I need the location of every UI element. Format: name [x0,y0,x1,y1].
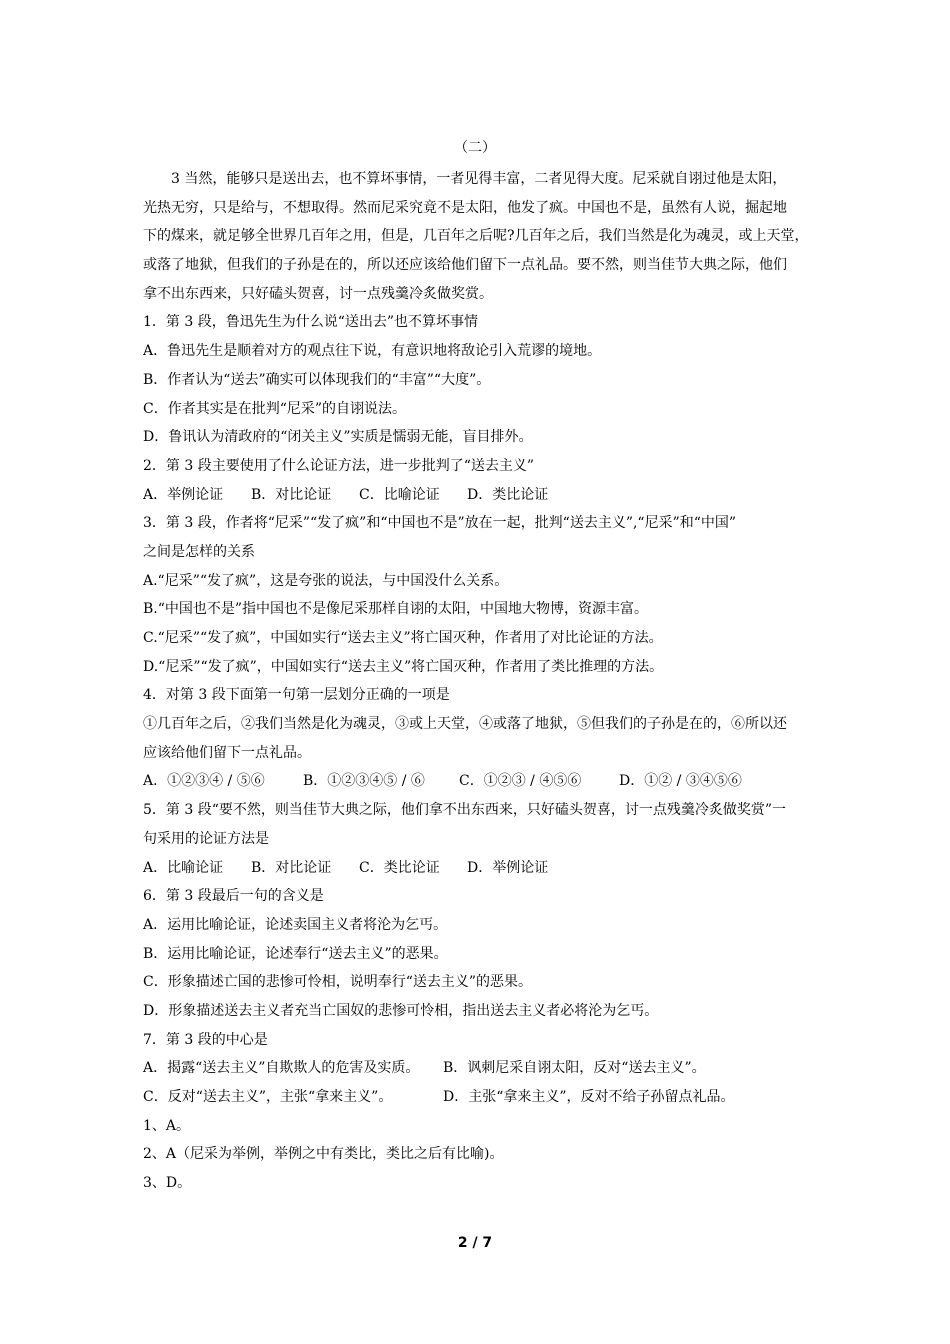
options-row [143,1083,818,1112]
option-c: C．形象描述亡国的悲惨可怜相，说明奉行“送去主义”的恶果。 [143,974,533,991]
question-stem-continued: 之间是怎样的关系 [143,543,255,560]
quoted-sentence: ①几百年之后，②我们当然是化为魂灵，③或上天堂，④或落了地狱，⑤但我们的子孙是在的，⑥所以还 [143,716,787,733]
option-a: A．比喻论证 [143,859,224,876]
option-a: A．运用比喻论证，论述卖国主义者将沦为乞丐。 [143,916,448,933]
option-d: D．举例论证 [467,859,549,876]
options-row [143,481,818,510]
options-row [143,854,818,883]
section-title: （二） [454,140,496,156]
question-stem: 2．第 3 段主要使用了什么论证方法，进一步批判了“送去主义” [143,457,535,474]
option-b: B．运用比喻论证，论述奉行“送去主义”的恶果。 [143,945,448,962]
passage-line: 下的煤来，就足够全世界几百年之用，但是，几百年之后呢?几百年之后，我们当然是化为魂灵，或上天堂， [143,228,809,245]
option-b: B．对比论证 [251,859,332,876]
question-6 [143,882,818,1025]
question-5 [143,796,818,882]
question-stem: 3．第 3 段，作者将“尼采”“发了疯”和“中国也不是”放在一起，批判“送去主义”,“尼采”和“中国” [143,515,737,532]
options-row [143,767,818,796]
answer-item: 3、D。 [143,1175,192,1192]
option-d: D.“尼采”“发了疯”，中国如实行“送去主义”将亡国灭种，作者用了类比推理的方法。 [143,658,664,675]
option-c: C.“尼采”“发了疯”，中国如实行“送去主义”将亡国灭种，作者用了对比论证的方法。 [143,630,663,646]
option-b: B．讽刺尼采自诩太阳，反对“送去主义”。 [443,1060,706,1077]
document-content [143,165,818,1198]
option-b: B．①②③④⑤ / ⑥ [303,773,425,790]
passage-line: 3 当然，能够只是送出去，也不算坏事情，一者见得丰富，二者见得大度。尼采就自诩过他是太阳， [171,171,787,187]
option-b: B.“中国也不是”指中国也不是像尼采那样自诩的太阳，中国地大物博，资源丰富。 [143,601,649,618]
option-a: A．揭露“送去主义”自欺欺人的危害及实质。 [143,1060,420,1077]
option-c: C．反对“送去主义”，主张“拿来主义”。 [143,1089,393,1105]
passage-paragraph [143,165,818,308]
option-d: D．主张“拿来主义”，反对不给子孙留点礼品。 [443,1089,735,1105]
option-c: C．作者其实是在批判“尼采”的自诩说法。 [143,400,407,417]
question-3 [143,509,818,681]
answer-key [143,1112,818,1198]
question-4 [143,681,818,796]
option-d: D．鲁讯认为清政府的“闭关主义”实质是懦弱无能，盲目排外。 [143,429,533,446]
question-stem: 6．第 3 段最后一句的含义是 [143,888,324,905]
question-stem: 7．第 3 段的中心是 [143,1031,268,1048]
option-b: B．对比论证 [251,486,332,503]
options-row [143,1054,818,1083]
option-d: D．①② / ③④⑤⑥ [619,773,742,790]
option-c: C．类比论证 [359,859,440,876]
question-stem: 1．第 3 段，鲁迅先生为什么说“送出去”也不算坏事情 [143,314,479,331]
question-stem: 4．对第 3 段下面第一句第一层划分正确的一项是 [143,687,450,704]
option-c: C．①②③ / ④⑤⑥ [459,773,582,790]
option-d: D．形象描述送去主义者充当亡国奴的悲惨可怜相，指出送去主义者必将沦为乞丐。 [143,1002,659,1019]
option-d: D．类比论证 [467,486,549,503]
option-a: A.“尼采”“发了疯”，这是夸张的说法，与中国没什么关系。 [143,572,509,589]
option-a: A．①②③④ / ⑤⑥ [143,773,265,790]
passage-line: 或落了地狱，但我们的子孙是在的，所以还应该给他们留下一点礼品。要不然，则当佳节大典之际，他们 [143,257,787,274]
question-stem-continued: 句采用的论证方法是 [143,830,269,847]
answer-item: 1、A。 [143,1117,191,1134]
option-a: A．鲁迅先生是顺着对方的观点往下说，有意识地将敌论引入荒谬的境地。 [143,343,602,360]
quoted-sentence-continued: 应该给他们留下一点礼品。 [143,744,311,761]
question-1 [143,308,818,451]
page-number: 2 / 7 [457,1235,493,1251]
answer-item: 2、A（尼采为举例，举例之中有类比，类比之后有比喻)。 [143,1146,504,1163]
passage-line: 光热无穷，只是给与，不想取得。然而尼采究竟不是太阳，他发了疯。中国也不是，虽然有人说，掘起地 [143,199,787,216]
passage-line: 拿不出东西来，只好磕头贺喜，讨一点残羹冷炙做奖赏。 [143,285,493,302]
question-stem: 5．第 3 段“要不然，则当佳节大典之际，他们拿不出东西来，只好磕头贺喜，讨一点残羹冷炙做奖赏”一 [143,802,787,819]
option-b: B．作者认为“送去”确实可以体现我们的“丰富”“大度”。 [143,371,491,388]
question-2 [143,452,818,509]
question-7 [143,1026,818,1112]
option-c: C．比喻论证 [359,486,440,503]
option-a: A．举例论证 [143,486,224,503]
